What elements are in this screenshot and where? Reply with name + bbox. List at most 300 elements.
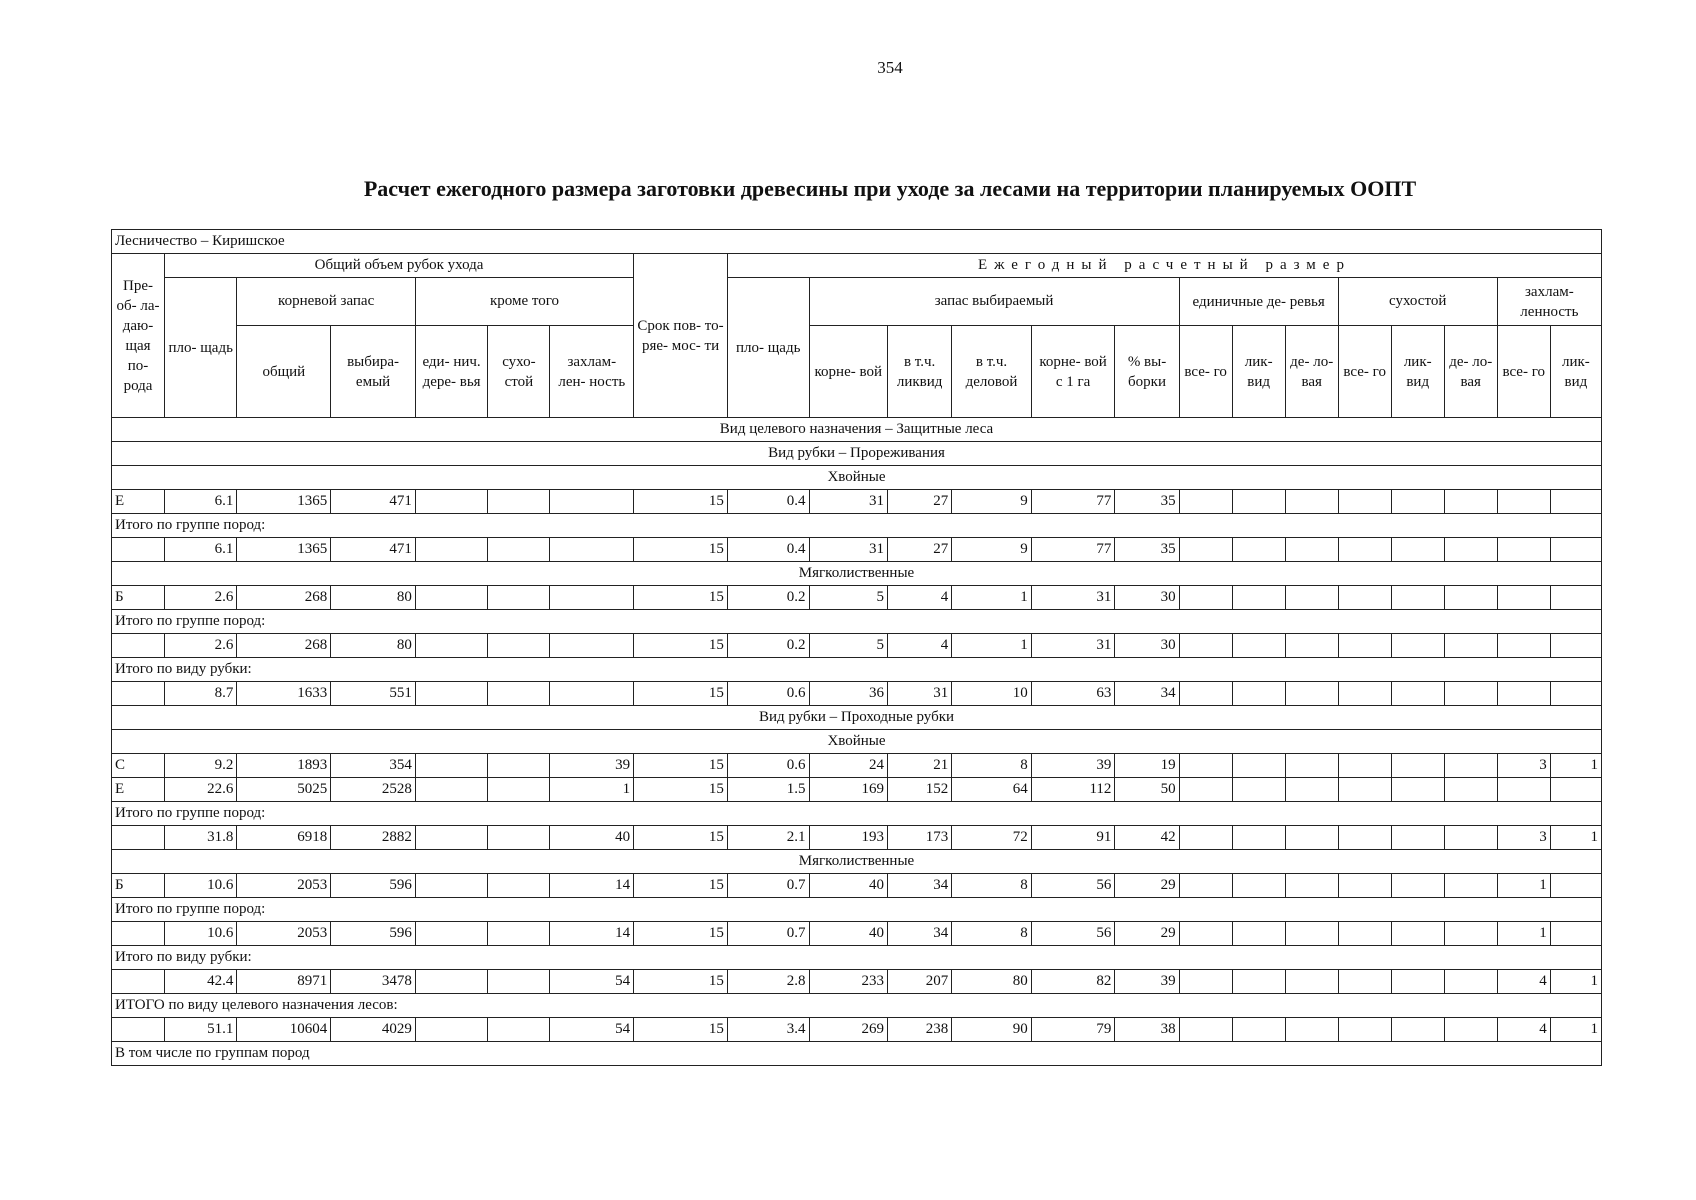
table-cell: 2.1 <box>727 826 809 850</box>
table-cell: 1 <box>1550 754 1601 778</box>
table-cell: 193 <box>809 826 888 850</box>
table-cell: 31 <box>809 490 888 514</box>
table-cell: 4 <box>888 634 952 658</box>
table-cell <box>1285 970 1338 994</box>
header-besides: кроме того <box>415 278 633 326</box>
table-cell <box>415 1018 487 1042</box>
species-cell <box>112 538 165 562</box>
header-single-all: все- го <box>1179 326 1232 418</box>
table-cell: 8 <box>952 874 1032 898</box>
table-cell <box>1232 970 1285 994</box>
table-cell: 1 <box>1550 826 1601 850</box>
header-dead-stand: сухо- стой <box>488 326 550 418</box>
table-cell: 39 <box>1031 754 1115 778</box>
table-cell: 3 <box>1497 754 1550 778</box>
table-cell: 9 <box>952 538 1032 562</box>
header-dead-all: все- го <box>1338 326 1391 418</box>
header-dead-business: де- ло- вая <box>1444 326 1497 418</box>
table-cell <box>488 490 550 514</box>
table-cell: 2053 <box>237 922 331 946</box>
table-cell: 15 <box>634 874 728 898</box>
table-cell <box>1338 682 1391 706</box>
species-cell <box>112 634 165 658</box>
table-cell <box>1232 922 1285 946</box>
table-cell: 354 <box>331 754 416 778</box>
table-cell <box>1179 586 1232 610</box>
table-cell: 42 <box>1115 826 1179 850</box>
table-cell <box>1338 1018 1391 1042</box>
table-cell: 77 <box>1031 490 1115 514</box>
header-area: пло- щадь <box>165 278 237 418</box>
table-cell: 15 <box>634 634 728 658</box>
subtotal-label-row <box>112 946 1602 970</box>
table-cell <box>1550 778 1601 802</box>
header-repeat-period: Срок пов- то- ряе- мос- ти <box>634 254 728 418</box>
table-cell <box>488 682 550 706</box>
table-cell <box>1285 1018 1338 1042</box>
table-cell <box>1391 682 1444 706</box>
table-cell <box>415 490 487 514</box>
table-cell: 1 <box>952 586 1032 610</box>
table-cell: 1 <box>952 634 1032 658</box>
table-cell <box>1179 538 1232 562</box>
table-row <box>112 970 1602 994</box>
table-cell <box>488 634 550 658</box>
table-cell: 5 <box>809 634 888 658</box>
header-clutter: захлам- лен- ность <box>550 326 634 418</box>
table-cell <box>1497 538 1550 562</box>
page-number: 354 <box>877 58 903 77</box>
table-cell: 56 <box>1031 922 1115 946</box>
table-cell: 54 <box>550 1018 634 1042</box>
table-cell: 3478 <box>331 970 416 994</box>
table-cell: 27 <box>888 490 952 514</box>
table-cell <box>1444 754 1497 778</box>
table-cell <box>1550 538 1601 562</box>
header-incl-business: в т.ч. деловой <box>952 326 1032 418</box>
table-cell: 1893 <box>237 754 331 778</box>
table-cell: 2.6 <box>165 586 237 610</box>
table-cell: 1 <box>1550 970 1601 994</box>
table-cell <box>1285 634 1338 658</box>
table-cell: 2053 <box>237 874 331 898</box>
table-cell: 1 <box>550 778 634 802</box>
table-cell: 6.1 <box>165 538 237 562</box>
table-cell <box>1391 778 1444 802</box>
table-cell: 112 <box>1031 778 1115 802</box>
table-cell <box>550 586 634 610</box>
header-root-stock: корневой запас <box>237 278 415 326</box>
table-cell <box>1550 490 1601 514</box>
subtotal-label-row <box>112 514 1602 538</box>
header-stock-selected: запас выбираемый <box>809 278 1179 326</box>
table-cell <box>1179 826 1232 850</box>
table-cell: 34 <box>888 874 952 898</box>
header-selectable: выбира- емый <box>331 326 416 418</box>
table-cell <box>1391 634 1444 658</box>
table-cell <box>1497 682 1550 706</box>
table-cell: 30 <box>1115 586 1179 610</box>
table-cell: 3 <box>1497 826 1550 850</box>
table-cell: 15 <box>634 922 728 946</box>
table-row <box>112 1018 1602 1042</box>
table-cell <box>1285 826 1338 850</box>
species-cell <box>112 682 165 706</box>
table-cell: 2528 <box>331 778 416 802</box>
header-dead-liquid: лик- вид <box>1391 326 1444 418</box>
table-cell: 1365 <box>237 490 331 514</box>
species-cell <box>112 970 165 994</box>
table-cell <box>1338 586 1391 610</box>
table-cell: 91 <box>1031 826 1115 850</box>
subtotal-label: Итого по группе пород: <box>112 610 1602 634</box>
table-cell: 80 <box>331 634 416 658</box>
table-cell: 1 <box>1497 922 1550 946</box>
table-cell <box>1444 1018 1497 1042</box>
subtotal-label: Итого по группе пород: <box>112 514 1602 538</box>
table-cell: 4029 <box>331 1018 416 1042</box>
table-cell: 14 <box>550 922 634 946</box>
table-cell <box>1338 778 1391 802</box>
table-cell: 27 <box>888 538 952 562</box>
table-cell <box>1232 634 1285 658</box>
table-cell: 10 <box>952 682 1032 706</box>
subtotal-label: Итого по группе пород: <box>112 898 1602 922</box>
table-cell <box>1391 538 1444 562</box>
table-cell: 8.7 <box>165 682 237 706</box>
table-cell <box>1391 1018 1444 1042</box>
table-cell <box>1179 682 1232 706</box>
table-cell <box>1285 490 1338 514</box>
table-cell: 8971 <box>237 970 331 994</box>
table-cell: 31 <box>809 538 888 562</box>
table-cell: 50 <box>1115 778 1179 802</box>
table-cell: 8 <box>952 754 1032 778</box>
table-cell: 31 <box>1031 586 1115 610</box>
header-single-liquid: лик- вид <box>1232 326 1285 418</box>
header-pct-selection: % вы- борки <box>1115 326 1179 418</box>
table-cell: 551 <box>331 682 416 706</box>
header-dead-stand-annual: сухостой <box>1338 278 1497 326</box>
header-root-per-ha: корне- вой с 1 га <box>1031 326 1115 418</box>
section-row <box>112 562 1602 586</box>
subtotal-label: Итого по виду рубки: <box>112 658 1602 682</box>
table-cell: 15 <box>634 538 728 562</box>
table-cell <box>415 778 487 802</box>
subtotal-label: Итого по виду рубки: <box>112 946 1602 970</box>
section-heading: Вид рубки – Проходные рубки <box>112 706 1602 730</box>
header-total-volume: Общий объем рубок ухода <box>165 254 634 278</box>
table-cell <box>1285 778 1338 802</box>
table-cell: 0.7 <box>727 922 809 946</box>
section-row <box>112 442 1602 466</box>
table-cell <box>1391 922 1444 946</box>
header-incl-liquid: в т.ч. ликвид <box>888 326 952 418</box>
table-cell <box>1232 682 1285 706</box>
table-cell <box>1444 826 1497 850</box>
species-cell: С <box>112 754 165 778</box>
table-cell: 15 <box>634 754 728 778</box>
table-cell: 34 <box>888 922 952 946</box>
table-cell: 36 <box>809 682 888 706</box>
table-cell <box>1285 922 1338 946</box>
table-cell: 596 <box>331 922 416 946</box>
table-cell <box>1444 634 1497 658</box>
table-cell: 77 <box>1031 538 1115 562</box>
table-cell: 15 <box>634 682 728 706</box>
table-cell <box>1444 778 1497 802</box>
table-cell: 0.4 <box>727 538 809 562</box>
table-cell: 4 <box>888 586 952 610</box>
table-cell: 80 <box>952 970 1032 994</box>
table-cell <box>1285 754 1338 778</box>
table-cell <box>1179 970 1232 994</box>
table-cell <box>488 538 550 562</box>
table-row <box>112 874 1602 898</box>
subtotal-label-row <box>112 802 1602 826</box>
table-cell: 24 <box>809 754 888 778</box>
table-cell: 169 <box>809 778 888 802</box>
table-cell <box>415 874 487 898</box>
table-cell: 268 <box>237 634 331 658</box>
table-cell: 1 <box>1497 874 1550 898</box>
table-cell: 40 <box>809 874 888 898</box>
table-cell <box>550 682 634 706</box>
table-cell <box>1285 874 1338 898</box>
species-cell <box>112 826 165 850</box>
header-clutter-annual: захлам- ленность <box>1497 278 1601 326</box>
table-cell <box>1444 922 1497 946</box>
table-cell: 15 <box>634 1018 728 1042</box>
table-cell <box>1391 490 1444 514</box>
table-cell: 0.7 <box>727 874 809 898</box>
table-cell <box>1232 1018 1285 1042</box>
table-cell <box>1497 634 1550 658</box>
table-cell: 233 <box>809 970 888 994</box>
table-cell <box>1338 490 1391 514</box>
table-cell <box>488 826 550 850</box>
table-cell: 82 <box>1031 970 1115 994</box>
table-cell <box>1179 874 1232 898</box>
table-cell <box>415 754 487 778</box>
header-single-trees-annual: единичные де- ревья <box>1179 278 1338 326</box>
table-cell: 54 <box>550 970 634 994</box>
table-cell: 0.6 <box>727 682 809 706</box>
table-cell <box>415 826 487 850</box>
table-cell: 42.4 <box>165 970 237 994</box>
subtotal-label-row <box>112 898 1602 922</box>
table-cell <box>415 538 487 562</box>
table-cell: 15 <box>634 778 728 802</box>
table-cell <box>1444 586 1497 610</box>
table-cell: 596 <box>331 874 416 898</box>
subtotal-label: В том числе по группам пород <box>112 1042 1602 1066</box>
table-cell: 29 <box>1115 922 1179 946</box>
subtotal-label: Итого по группе пород: <box>112 802 1602 826</box>
table-cell: 0.6 <box>727 754 809 778</box>
section-row <box>112 466 1602 490</box>
table-row <box>112 778 1602 802</box>
table-cell <box>1550 586 1601 610</box>
table-cell <box>488 970 550 994</box>
table-cell <box>1444 490 1497 514</box>
table-cell: 51.1 <box>165 1018 237 1042</box>
table-cell: 35 <box>1115 490 1179 514</box>
table-cell: 207 <box>888 970 952 994</box>
table-cell <box>1179 1018 1232 1042</box>
table-cell <box>1232 778 1285 802</box>
header-single-business: де- ло- вая <box>1285 326 1338 418</box>
subtotal-label-row <box>112 610 1602 634</box>
table-cell: 40 <box>550 826 634 850</box>
table-cell <box>1179 634 1232 658</box>
header-annual-size: Ежегодный расчетный размер <box>727 254 1601 278</box>
header-root: корне- вой <box>809 326 888 418</box>
table-cell: 31 <box>1031 634 1115 658</box>
section-heading: Мягколиственные <box>112 562 1602 586</box>
table-cell <box>1497 490 1550 514</box>
table-cell: 173 <box>888 826 952 850</box>
table-cell: 22.6 <box>165 778 237 802</box>
table-cell: 79 <box>1031 1018 1115 1042</box>
table-cell <box>1179 922 1232 946</box>
table-cell: 1 <box>1550 1018 1601 1042</box>
table-cell <box>415 922 487 946</box>
table-cell <box>415 586 487 610</box>
table-cell <box>488 1018 550 1042</box>
table-row <box>112 682 1602 706</box>
table-cell <box>1444 538 1497 562</box>
header-clutter-all: все- го <box>1497 326 1550 418</box>
table-cell <box>1232 490 1285 514</box>
table-cell: 38 <box>1115 1018 1179 1042</box>
table-cell: 5025 <box>237 778 331 802</box>
table-cell: 3.4 <box>727 1018 809 1042</box>
table-row <box>112 538 1602 562</box>
table-cell: 40 <box>809 922 888 946</box>
table-cell: 56 <box>1031 874 1115 898</box>
table-cell: 90 <box>952 1018 1032 1042</box>
table-cell: 80 <box>331 586 416 610</box>
table-cell <box>1232 586 1285 610</box>
table-cell: 39 <box>1115 970 1179 994</box>
species-cell <box>112 1018 165 1042</box>
table-cell: 35 <box>1115 538 1179 562</box>
section-row <box>112 850 1602 874</box>
table-cell: 34 <box>1115 682 1179 706</box>
table-cell: 6918 <box>237 826 331 850</box>
table-cell: 15 <box>634 586 728 610</box>
species-cell: Е <box>112 490 165 514</box>
species-cell: Б <box>112 586 165 610</box>
table-cell <box>1338 538 1391 562</box>
subtotal-label: ИТОГО по виду целевого назначения лесов: <box>112 994 1602 1018</box>
table-cell <box>1444 970 1497 994</box>
header-area-annual: пло- щадь <box>727 278 809 418</box>
table-cell <box>1391 970 1444 994</box>
table-row <box>112 754 1602 778</box>
table-cell: 10.6 <box>165 874 237 898</box>
forestry-label: Лесничество – Киришское <box>112 230 1602 254</box>
table-row <box>112 922 1602 946</box>
table-cell <box>1391 754 1444 778</box>
table-cell <box>1179 778 1232 802</box>
header-single-trees: еди- нич. дере- вья <box>415 326 487 418</box>
table-cell <box>1391 826 1444 850</box>
table-cell: 15 <box>634 970 728 994</box>
section-row <box>112 418 1602 442</box>
table-row <box>112 490 1602 514</box>
table-cell <box>1550 874 1601 898</box>
table-cell: 1365 <box>237 538 331 562</box>
table-row <box>112 826 1602 850</box>
table-cell: 10.6 <box>165 922 237 946</box>
table-cell <box>550 634 634 658</box>
document-title: Расчет ежегодного размера заготовки древесины при уходе за лесами на территории планируемых ООПТ <box>363 176 1417 201</box>
subtotal-label-row <box>112 1042 1602 1066</box>
table-cell <box>1550 922 1601 946</box>
species-cell: Е <box>112 778 165 802</box>
table-cell: 21 <box>888 754 952 778</box>
subtotal-label-row <box>112 994 1602 1018</box>
section-row <box>112 706 1602 730</box>
table-cell: 2.6 <box>165 634 237 658</box>
table-cell: 10604 <box>237 1018 331 1042</box>
table-cell: 31 <box>888 682 952 706</box>
table-cell <box>550 490 634 514</box>
table-cell <box>488 922 550 946</box>
table-cell <box>1338 826 1391 850</box>
table-cell: 2.8 <box>727 970 809 994</box>
table-cell: 471 <box>331 490 416 514</box>
table-cell: 39 <box>550 754 634 778</box>
table-cell: 4 <box>1497 970 1550 994</box>
table-cell: 15 <box>634 490 728 514</box>
table-cell <box>1179 490 1232 514</box>
header-clutter-liquid: лик- вид <box>1550 326 1601 418</box>
table-cell <box>1338 922 1391 946</box>
table-cell <box>1338 754 1391 778</box>
table-cell: 2882 <box>331 826 416 850</box>
table-cell: 1.5 <box>727 778 809 802</box>
table-cell <box>1232 538 1285 562</box>
table-cell <box>1285 586 1338 610</box>
table-cell: 0.2 <box>727 634 809 658</box>
table-cell <box>1338 874 1391 898</box>
table-cell: 268 <box>237 586 331 610</box>
species-cell <box>112 922 165 946</box>
section-heading: Мягколиственные <box>112 850 1602 874</box>
table-cell: 5 <box>809 586 888 610</box>
table-cell: 63 <box>1031 682 1115 706</box>
table-cell: 238 <box>888 1018 952 1042</box>
table-cell: 6.1 <box>165 490 237 514</box>
table-cell: 9 <box>952 490 1032 514</box>
table-cell <box>488 586 550 610</box>
table-cell: 9.2 <box>165 754 237 778</box>
table-cell: 152 <box>888 778 952 802</box>
table-cell: 15 <box>634 826 728 850</box>
table-cell <box>1285 538 1338 562</box>
table-cell <box>415 682 487 706</box>
section-row <box>112 730 1602 754</box>
table-cell <box>1444 682 1497 706</box>
table-cell <box>1232 874 1285 898</box>
table-cell: 64 <box>952 778 1032 802</box>
table-cell <box>1232 826 1285 850</box>
table-cell <box>550 538 634 562</box>
table-cell <box>1285 682 1338 706</box>
